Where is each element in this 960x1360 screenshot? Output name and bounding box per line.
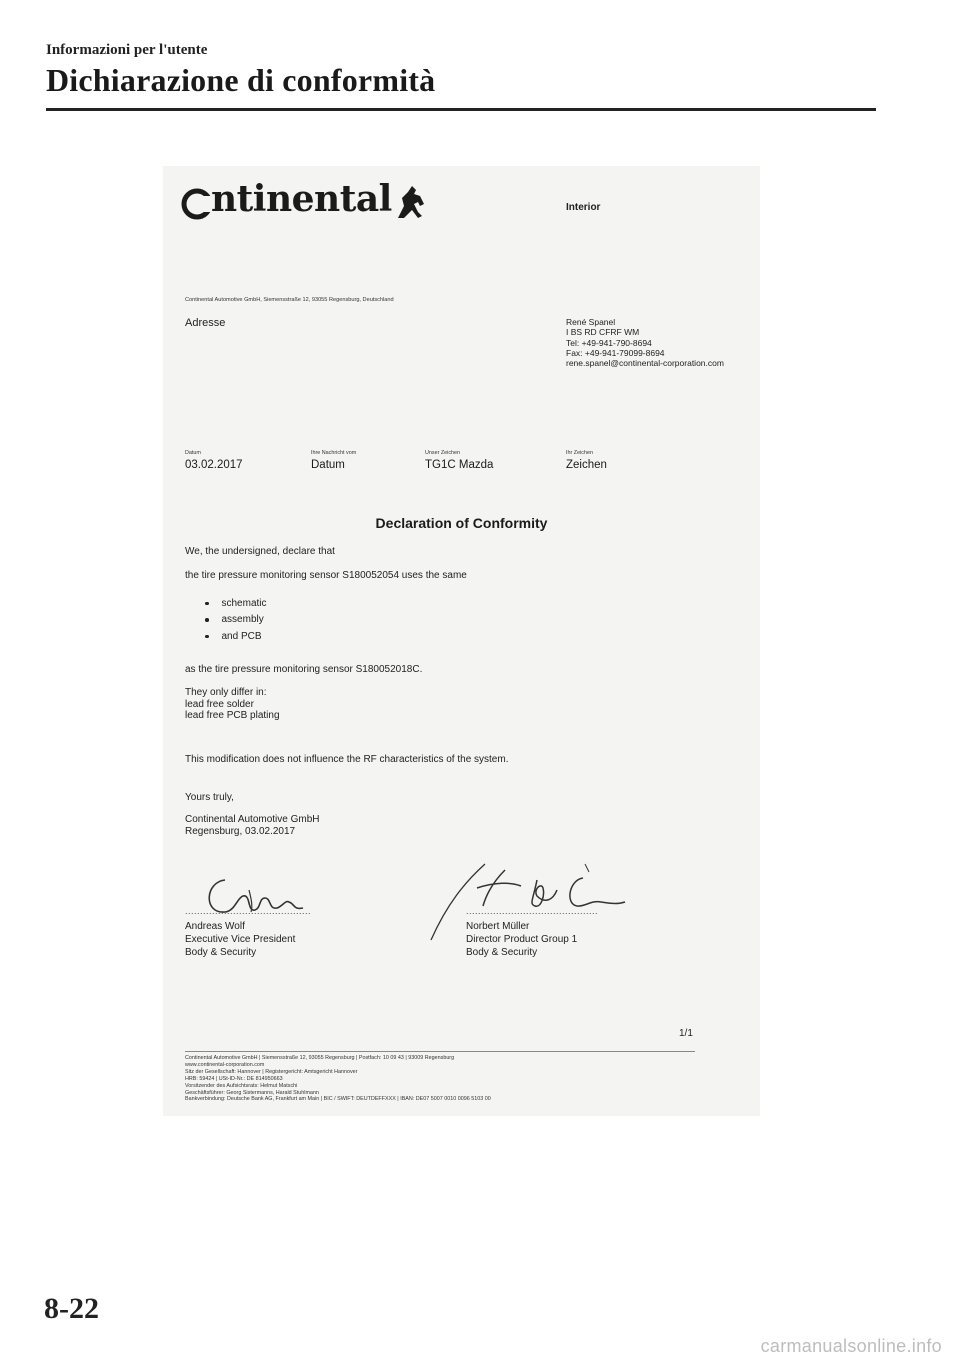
signer-right: [466, 920, 577, 959]
signer-unit: Body & Security: [185, 947, 257, 958]
contact-phone: Tel: +49-941-790-8694: [566, 337, 652, 348]
watermark: carmanualsonline.info: [760, 1336, 942, 1356]
footer-line: Sitz der Gesellschaft: Hannover | Registergericht: Amtsgericht Hannover: [185, 1068, 358, 1075]
difference-item: lead free solder: [185, 698, 254, 710]
reference-value: Datum: [311, 459, 345, 471]
statement-sentence: the tire pressure monitoring sensor S180052054 uses the same: [185, 570, 467, 581]
differences-block: [185, 687, 280, 722]
reference-your-sign: [566, 450, 607, 471]
closing-salutation: Yours truly,: [185, 792, 234, 803]
footer-line: Bankverbindung: Deutsche Bank AG, Frankfurt am Main | BIC / SWIFT: DEUTDEFFXXX | IBAN: DE07 5007 0010 0096 5103 00: [185, 1096, 491, 1103]
company-place-date: [185, 814, 320, 837]
signer-name: Norbert Müller: [466, 921, 530, 932]
scanned-declaration-letter: [163, 166, 760, 1116]
title-divider: [46, 108, 876, 111]
list-item: and PCB: [205, 628, 267, 645]
continental-c-emblem: [181, 186, 211, 220]
footer-line: HRB: 59424 | USt-ID-Nr.: DE 814950663: [185, 1075, 283, 1082]
signer-left: [185, 920, 295, 959]
recipient-address: Adresse: [185, 317, 226, 329]
intro-sentence: We, the undersigned, declare that: [185, 546, 335, 557]
footer-line: Continental Automotive GmbH | Siemensstraße 12, 93055 Regensburg | Postfach: 10 09 43 | 93009 Regensburg: [185, 1055, 455, 1061]
reference-value: 03.02.2017: [185, 459, 243, 471]
reference-value: Zeichen: [566, 459, 607, 471]
company-name: Continental Automotive GmbH: [185, 814, 320, 825]
reference-value: TG1C Mazda: [425, 459, 494, 471]
contact-block: [566, 317, 724, 368]
footer-line: Geschäftsführer: Georg Sistermanns, Harald Stuhlmann: [185, 1089, 319, 1096]
signature-line-right: ............................................: [466, 906, 599, 916]
footer-line: www.continental-corporation.com: [185, 1061, 265, 1068]
contact-email: rene.spanel@continental-corporation.com: [566, 358, 724, 369]
reference-our-sign: [425, 450, 493, 471]
shared-components-list: [205, 595, 267, 645]
reference-date: [185, 450, 243, 471]
list-item: assembly: [205, 612, 267, 629]
reference-label: Ihre Nachricht vom: [311, 450, 357, 456]
signature-line-left: ..........................................: [185, 906, 312, 916]
signer-title: Director Product Group 1: [466, 934, 578, 945]
section-label: Informazioni per l'utente: [46, 42, 208, 58]
reference-your-message: [311, 450, 356, 471]
reference-label: Ihr Zeichen: [566, 450, 593, 456]
comparison-sentence: as the tire pressure monitoring sensor S180052018C.: [185, 664, 423, 675]
footer-divider: [185, 1051, 695, 1052]
modification-sentence: This modification does not influence the RF characteristics of the system.: [185, 754, 509, 765]
reference-label: Datum: [185, 450, 201, 456]
rearing-horse-icon: [394, 184, 428, 220]
letter-footer: [185, 1055, 491, 1103]
continental-logo: [181, 178, 428, 220]
document-title: Declaration of Conformity: [375, 515, 548, 531]
signer-name: Andreas Wolf: [185, 921, 245, 932]
page-title: Dichiarazione di conformità: [46, 62, 436, 98]
place-date: Regensburg, 03.02.2017: [185, 825, 296, 837]
difference-item: lead free PCB plating: [185, 710, 280, 721]
letter-page-count: 1/1: [679, 1028, 693, 1039]
logo-wordmark: ntinental: [211, 178, 392, 220]
contact-fax: Fax: +49-941-79099-8694: [566, 347, 665, 358]
reference-label: Unser Zeichen: [425, 450, 461, 456]
contact-department: I BS RD CFRF WM: [566, 327, 640, 338]
division-name: Interior: [566, 202, 601, 213]
signer-unit: Body & Security: [466, 947, 538, 958]
list-item: schematic: [205, 595, 267, 612]
sender-address-line: Continental Automotive GmbH, Siemensstraße 12, 93055 Regensburg, Deutschland: [185, 297, 394, 303]
signer-title: Executive Vice President: [185, 934, 296, 945]
footer-line: Vorsitzender des Aufsichtsrats: Helmut Matschi: [185, 1082, 298, 1089]
contact-name: René Spanel: [566, 317, 616, 327]
page-number: 8-22: [44, 1292, 99, 1325]
differences-heading: They only differ in:: [185, 687, 267, 698]
